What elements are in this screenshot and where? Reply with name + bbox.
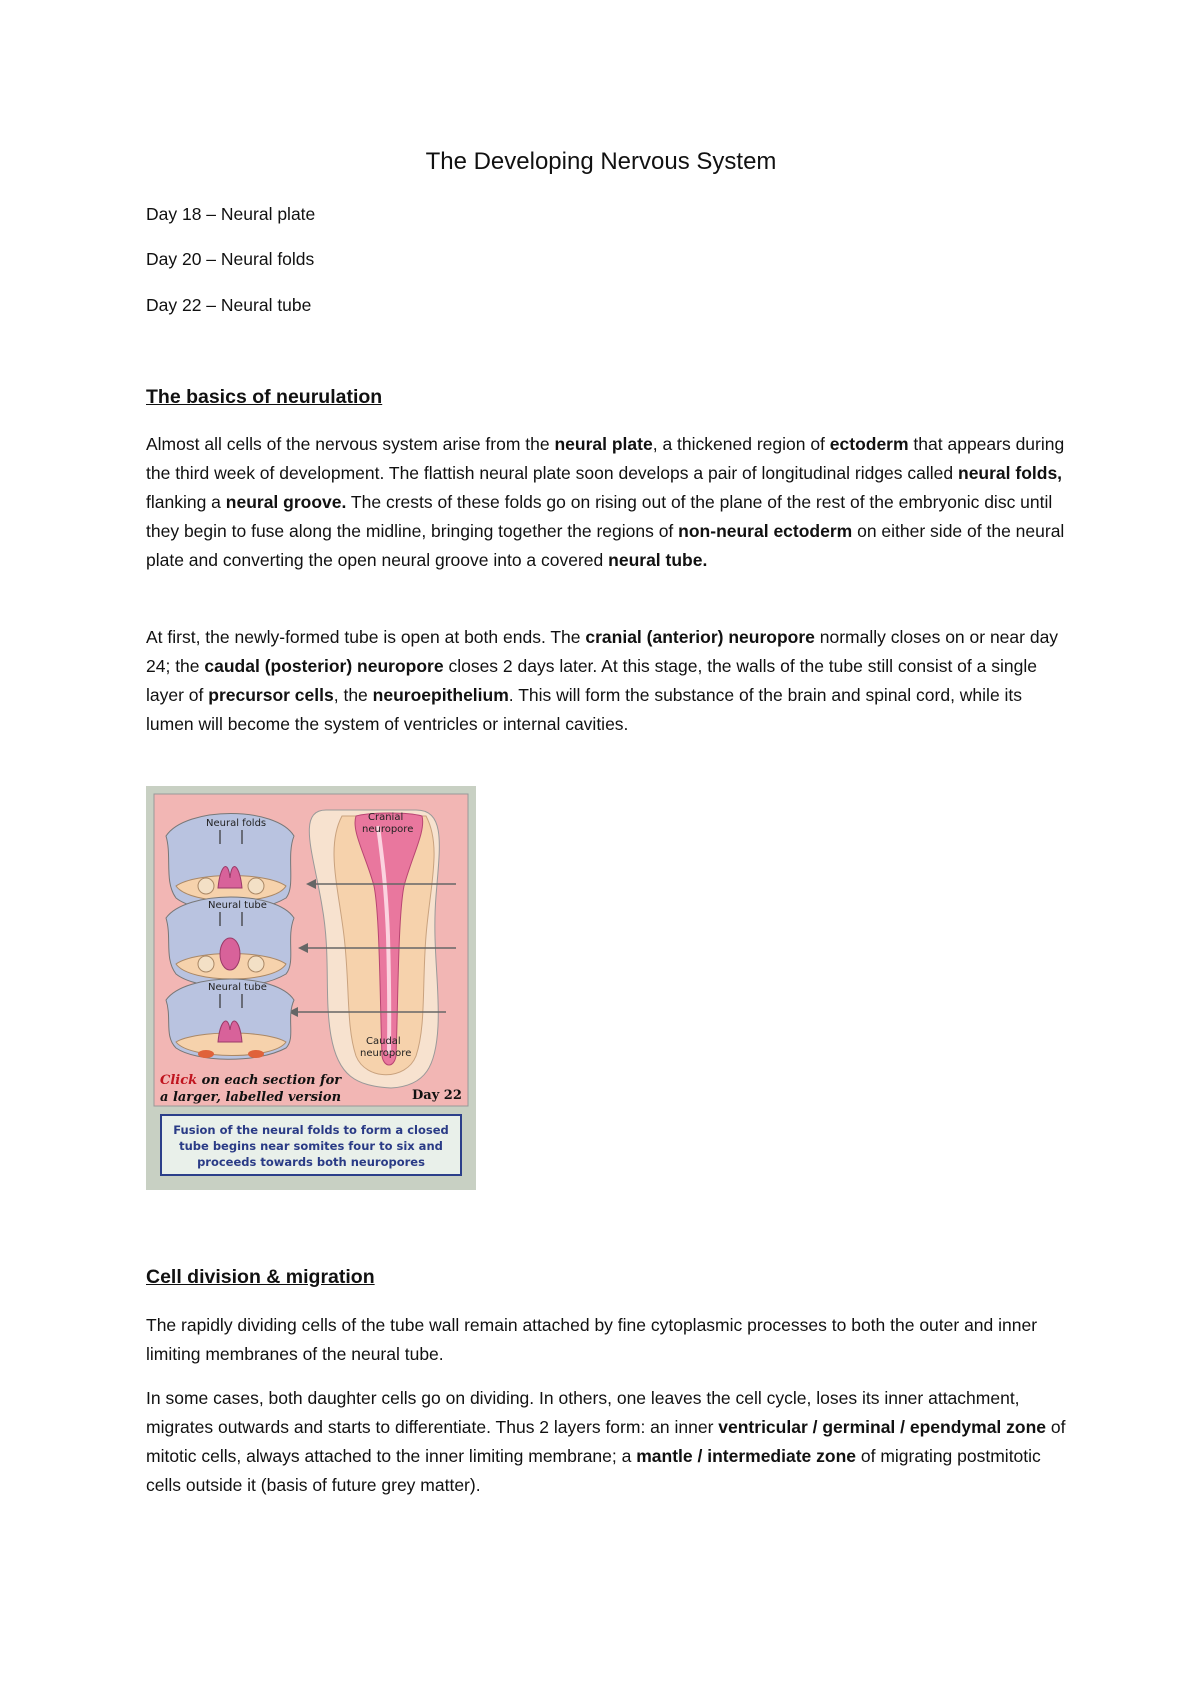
label-neural-tube-2: Neural tube bbox=[208, 982, 267, 993]
cell-division-paragraph-1: The rapidly dividing cells of the tube wall remain attached by fine cytoplasmic processes to both the outer and inner limiting membranes of the neural tube. bbox=[146, 1315, 1038, 1364]
label-cranial-neuropore: neuropore bbox=[362, 824, 414, 835]
label-caudal-neuropore: neuropore bbox=[360, 1048, 412, 1059]
section-heading-cell-division: Cell division & migration bbox=[146, 1266, 375, 1288]
neurulation-paragraph-2: At first, the newly-formed tube is open at both ends. The cranial (anterior) neuropore normally closes on or near day 24; the caudal (posterior) neuropore closes 2 days later. At this stage, the walls of the tube still consist of a single layer of precursor cells, the neuroepithelium. This will form the substance of the brain and spinal cord, while its lumen will become the system of ventricles or internal cavities. bbox=[146, 627, 1059, 734]
section-heading-neurulation: The basics of neurulation bbox=[146, 386, 383, 408]
neurulation-figure[interactable] bbox=[146, 786, 476, 1190]
label-caudal: Caudal bbox=[366, 1036, 401, 1047]
figure-caption: Fusion of the neural folds to form a closed tube begins near somites four to six and proceeds towards both neuropores bbox=[160, 1114, 462, 1176]
neurulation-paragraph-1: Almost all cells of the nervous system arise from the neural plate, a thickened region of ectoderm that appears during the third week of development. The flattish neural plate soon develops a pair of longitudinal ridges called neural folds, flanking a neural groove. The crests of these folds go on rising out of the plane of the rest of the embryonic disc until they begin to fuse along the midline, bringing together the regions of non-neural ectoderm on either side of the neural plate and converting the open neural groove into a covered neural tube. bbox=[146, 434, 1065, 570]
day-22-line: Day 22 – Neural tube bbox=[146, 295, 312, 315]
cell-division-paragraph-2: In some cases, both daughter cells go on dividing. In others, one leaves the cell cycle, loses its inner attachment, migrates outwards and starts to differentiate. Thus 2 layers form: an inner ventricular / germinal / ependymal zone of mitotic cells, always attached to the inner limiting membrane; a mantle / intermediate zone of migrating postmitotic cells outside it (basis of future grey matter). bbox=[146, 1388, 1066, 1495]
label-cranial: Cranial bbox=[368, 812, 404, 823]
page-title: The Developing Nervous System bbox=[425, 148, 777, 175]
label-neural-tube-1: Neural tube bbox=[208, 900, 267, 911]
figure-click-note: Click on each section for a larger, labelled version bbox=[160, 1073, 342, 1105]
day-20-line: Day 20 – Neural folds bbox=[146, 249, 315, 269]
figure-day-label: Day 22 bbox=[412, 1088, 462, 1103]
label-neural-folds: Neural folds bbox=[206, 818, 267, 829]
day-18-line: Day 18 – Neural plate bbox=[146, 204, 316, 224]
